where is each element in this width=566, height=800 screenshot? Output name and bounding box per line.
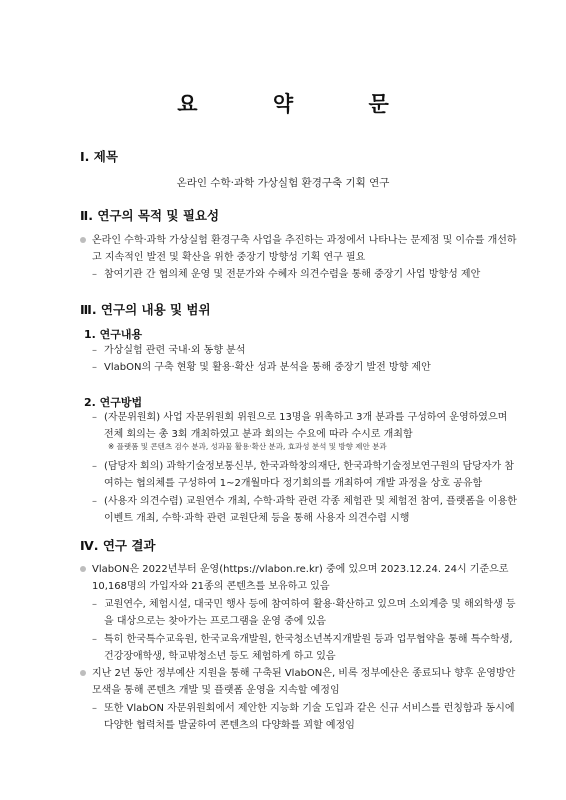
section-4-bullet-2: 지난 2년 동안 정부예산 지원을 통해 구축된 VlabON은, 비록 정부예산은 종료되나 향후 운영방안 모색을 통해 콘텐츠 개발 및 플랫폼 운영을 지속할 예정임	[80, 665, 520, 699]
section-3-sub-2-dash-1: – (자문위원회) 사업 자문위원회 위원으로 13명을 위촉하고 3개 분과를 구성하여 운영하였으며 전체 회의는 총 3회 개최하였고 분과 회의는 수요에 따라 수시로 개최함	[92, 409, 520, 443]
section-3-sub-1-heading: 1. 연구내용	[84, 328, 143, 341]
section-4-heading: Ⅳ. 연구 결과	[80, 538, 156, 553]
section-3-sub-2-dash-2: – (담당자 회의) 과학기술정보통신부, 한국과학창의재단, 한국과학기술정보연구원의 담당자가 참여하는 협의체를 구성하여 1~2개월마다 정기회의를 개최하여 개발 과정을 상호 공유함	[92, 458, 520, 492]
section-4-dash-3: – 또한 VlabON 자문위원회에서 제안한 지능화 기술 도입과 같은 신규 서비스를 런칭함과 동시에 다양한 협력처를 발굴하여 콘텐츠의 다양화를 꾀할 예정임	[92, 700, 520, 734]
page-title: 요 약 문	[177, 92, 423, 116]
section-4-dash-2: – 특히 한국특수교육원, 한국교육개발원, 한국청소년복지개발원 등과 업무협약을 통해 특수학생, 건강장애학생, 학교밖청소년 등도 체험하게 하고 있음	[92, 631, 520, 665]
section-2-heading: Ⅱ. 연구의 목적 및 필요성	[80, 208, 220, 223]
section-3-sub-2-heading: 2. 연구방법	[84, 396, 143, 409]
committee-note: ※ 플랫폼 및 콘텐츠 검수 분과, 성과물 활용·확산 분과, 효과성 분석 및 방향 제안 분과	[108, 442, 387, 451]
section-4-bullet-1: VlabON은 2022년부터 운영(https://vlabon.re.kr) 중에 있으며 2023.12.24. 24시 기준으로 10,168명의 가입자와 21종의 콘텐츠를 보유하고 있음	[80, 561, 520, 595]
section-3-sub-1-dash-2: – VlabON의 구축 현황 및 활용·확산 성과 분석을 통해 중장기 발전 방향 제안	[92, 359, 520, 376]
section-3-heading: Ⅲ. 연구의 내용 및 범위	[80, 302, 211, 317]
section-2-dash-1: – 참여기관 간 협의체 운영 및 전문가와 수혜자 의견수렴을 통해 중장기 사업 방향성 제안	[92, 266, 520, 283]
section-4-dash-1: – 교원연수, 체험시설, 대국민 행사 등에 참여하여 활용·확산하고 있으며 소외계층 및 해외학생 등을 대상으로는 찾아가는 프로그램을 운영 중에 있음	[92, 596, 520, 630]
section-3-sub-1-dash-1: – 가상실험 관련 국내·외 동향 분석	[92, 342, 520, 359]
section-2-bullet-1: 온라인 수학·과학 가상실험 환경구축 사업을 추진하는 과정에서 나타나는 문제점 및 이슈를 개선하고 지속적인 발전 및 확산을 위한 중장기 방향성 기획 연구 필요	[80, 232, 520, 266]
section-1-heading: Ⅰ. 제목	[80, 149, 118, 164]
section-3-sub-2-dash-3: – (사용자 의견수렴) 교원연수 개최, 수학·과학 관련 각종 체험관 및 체험전 참여, 플랫폼을 이용한 이벤트 개최, 수학·과학 관련 교원단체 등을 통해 사용자 의견수렴 시행	[92, 493, 520, 527]
research-title: 온라인 수학·과학 가상실험 환경구축 기획 연구	[176, 177, 390, 189]
